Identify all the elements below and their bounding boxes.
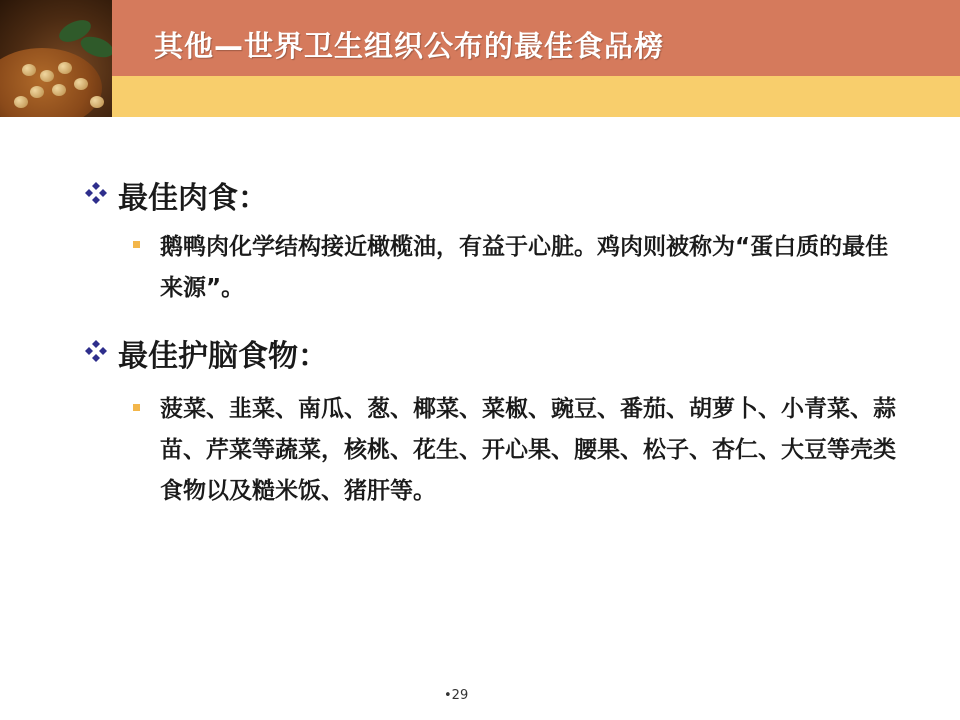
food-photo bbox=[0, 0, 112, 117]
section-heading-text: 最佳肉食： bbox=[118, 181, 268, 216]
bullet-text: 鹅鸭肉化学结构接近橄榄油，有益于心脏。鸡肉则被称为“蛋白质的最佳来源”。 bbox=[160, 234, 889, 301]
bullet-text: 菠菜、韭菜、南瓜、葱、椰菜、菜椒、豌豆、番茄、胡萝卜、小青菜、蒜苗、芹菜等蔬菜，核桃、花生、开心果、腰果、松子、杏仁、大豆等壳类食物以及糙米饭、猪肝等。 bbox=[160, 396, 896, 504]
slide-title: 其他—世界卫生组织公布的最佳食品榜 bbox=[154, 29, 665, 63]
photo-nut bbox=[14, 96, 28, 108]
four-diamond-bullet-icon bbox=[84, 181, 108, 205]
photo-leaf bbox=[78, 33, 112, 62]
section-heading-text: 最佳护脑食物： bbox=[118, 339, 328, 374]
photo-nut bbox=[58, 62, 72, 74]
page-number-value: 29 bbox=[451, 688, 469, 703]
square-bullet-icon bbox=[133, 241, 140, 248]
four-diamond-bullet-icon bbox=[84, 339, 108, 363]
accent-bar bbox=[112, 76, 960, 117]
square-bullet-icon bbox=[133, 404, 140, 411]
title-bar bbox=[112, 0, 960, 76]
page-number: •29 bbox=[444, 688, 469, 703]
photo-nut bbox=[22, 64, 36, 76]
photo-nut bbox=[30, 86, 44, 98]
photo-nut bbox=[40, 70, 54, 82]
photo-nut bbox=[74, 78, 88, 90]
photo-nut bbox=[90, 96, 104, 108]
photo-nut bbox=[52, 84, 66, 96]
